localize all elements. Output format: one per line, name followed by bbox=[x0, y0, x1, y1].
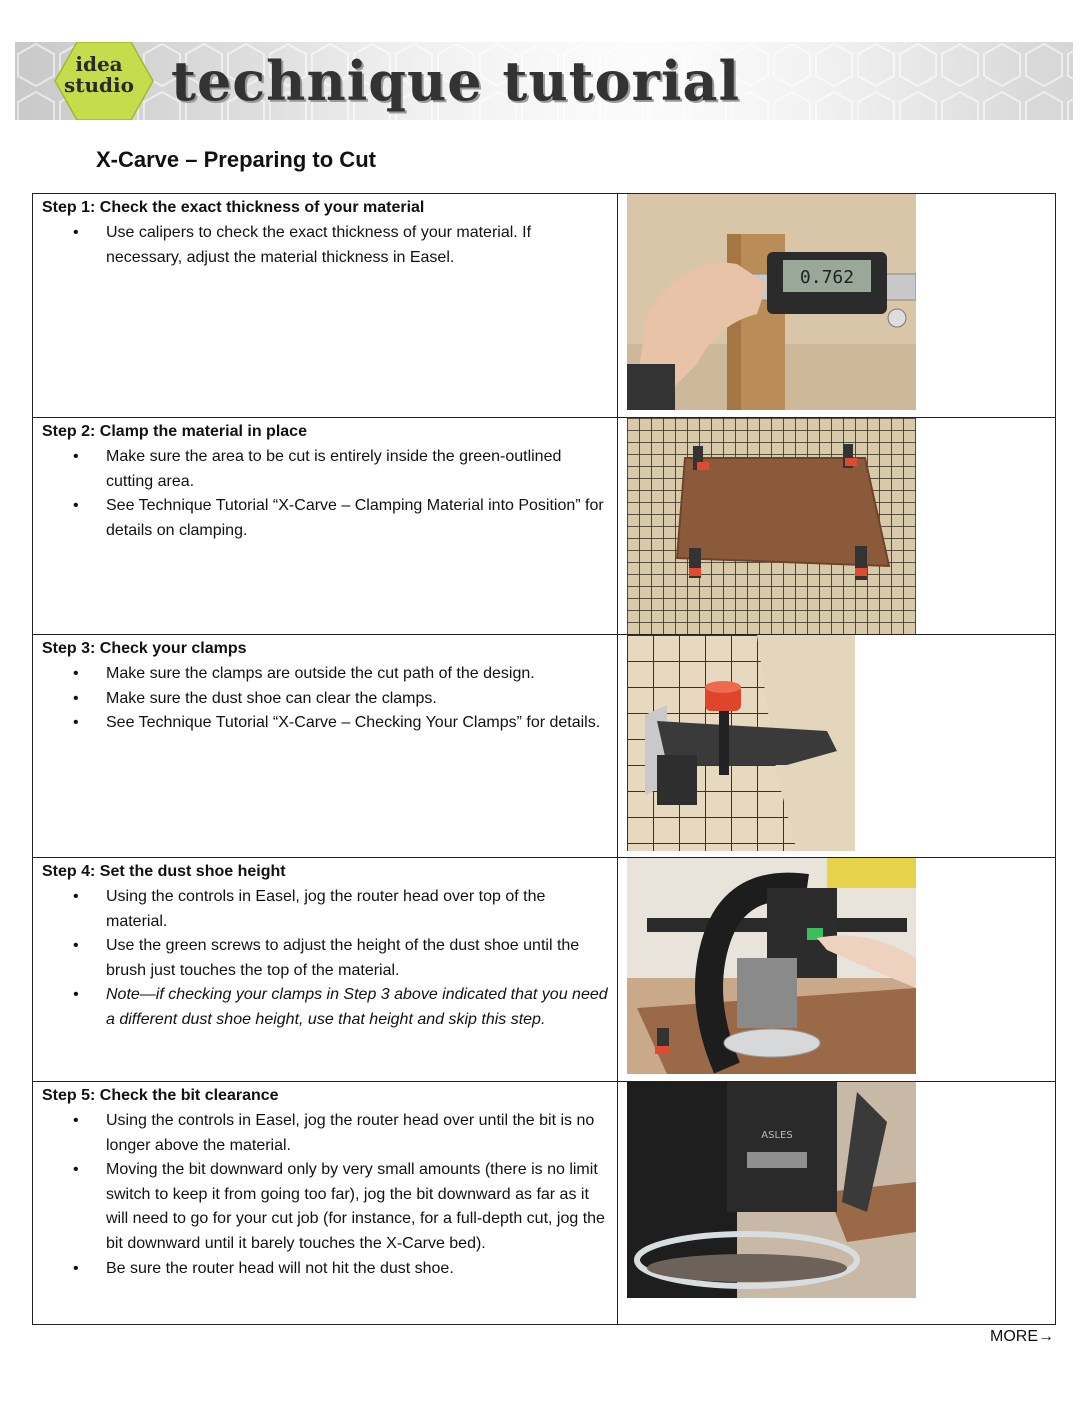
dust-shoe-photo bbox=[627, 858, 916, 1074]
caliper-photo bbox=[627, 194, 916, 410]
step-5-title: Step 5: Check the bit clearance bbox=[42, 1087, 279, 1104]
clamp-closeup-photo bbox=[627, 635, 855, 851]
router-label: ASLES bbox=[761, 1130, 793, 1141]
caliper-reading: 0.762 bbox=[799, 267, 855, 288]
step-2-bullets bbox=[42, 445, 609, 543]
step-row-1 bbox=[33, 194, 1056, 418]
step-3-bullet-2: • Make sure the dust shoe can clear the clamps. bbox=[106, 687, 609, 712]
step-row-2 bbox=[33, 418, 1056, 635]
bit-clearance-photo bbox=[627, 1082, 916, 1298]
step-4-text bbox=[33, 858, 618, 1082]
logo-text-line2: studio bbox=[64, 73, 134, 97]
step-4-bullet-1: • Using the controls in Easel, jog the router head over top of the material. bbox=[106, 885, 609, 934]
step-1-title: Step 1: Check the exact thickness of your material bbox=[42, 199, 425, 216]
step-1-bullet-1: • Use calipers to check the exact thickness of your material. If necessary, adjust the material thickness in Easel. bbox=[106, 221, 609, 270]
step-4-photo-cell bbox=[618, 858, 1056, 1082]
step-5-bullets bbox=[42, 1109, 609, 1281]
step-row-3 bbox=[33, 635, 1056, 858]
step-row-5 bbox=[33, 1082, 1056, 1325]
step-4-title: Step 4: Set the dust shoe height bbox=[42, 863, 286, 880]
step-4-bullet-2: • Use the green screws to adjust the height of the dust shoe until the brush just touches the top of the material. bbox=[106, 934, 609, 983]
step-4-bullets bbox=[42, 885, 609, 1033]
step-1-text bbox=[33, 194, 618, 418]
step-4-bullet-3: • Note—if checking your clamps in Step 3 above indicated that you need a different dust shoe height, use that height and skip this step. bbox=[106, 983, 609, 1032]
step-row-4 bbox=[33, 858, 1056, 1082]
step-1-bullets bbox=[42, 221, 609, 270]
step-3-text bbox=[33, 635, 618, 858]
step-3-bullets bbox=[42, 662, 609, 736]
step-2-title: Step 2: Clamp the material in place bbox=[42, 423, 307, 440]
step-3-photo-cell bbox=[618, 635, 1056, 858]
step-3-title: Step 3: Check your clamps bbox=[42, 640, 247, 657]
step-5-bullet-1: • Using the controls in Easel, jog the router head over until the bit is no longer above the material. bbox=[106, 1109, 609, 1158]
header-banner bbox=[15, 42, 1073, 120]
step-2-bullet-1: • Make sure the area to be cut is entirely inside the green-outlined cutting area. bbox=[106, 445, 609, 494]
step-2-text bbox=[33, 418, 618, 635]
step-2-bullet-2: • See Technique Tutorial “X-Carve – Clamping Material into Position” for details on clamping. bbox=[106, 494, 609, 543]
step-1-photo-cell bbox=[618, 194, 1056, 418]
page-title: X-Carve – Preparing to Cut bbox=[96, 147, 376, 172]
more-link[interactable]: MORE→ bbox=[990, 1328, 1054, 1345]
step-5-bullet-3: • Be sure the router head will not hit the dust shoe. bbox=[106, 1257, 609, 1282]
logo-text bbox=[51, 54, 147, 96]
clamped-material-photo bbox=[627, 418, 916, 634]
step-3-bullet-3: • See Technique Tutorial “X-Carve – Checking Your Clamps” for details. bbox=[106, 711, 609, 736]
step-5-text bbox=[33, 1082, 618, 1325]
logo-text-line1: idea bbox=[75, 52, 123, 76]
steps-table bbox=[32, 193, 1056, 1325]
step-5-photo-cell bbox=[618, 1082, 1056, 1325]
step-5-bullet-2: • Moving the bit downward only by very small amounts (there is no limit switch to keep it from going too far), jog the bit downward as far as it will need to go for your cut job (for instance, for a full-depth cut, jog the bit downward until it barely touches the X-Carve bed). bbox=[106, 1158, 609, 1256]
banner-title: technique tutorial bbox=[171, 49, 741, 113]
step-3-bullet-1: • Make sure the clamps are outside the cut path of the design. bbox=[106, 662, 609, 687]
step-2-photo-cell bbox=[618, 418, 1056, 635]
